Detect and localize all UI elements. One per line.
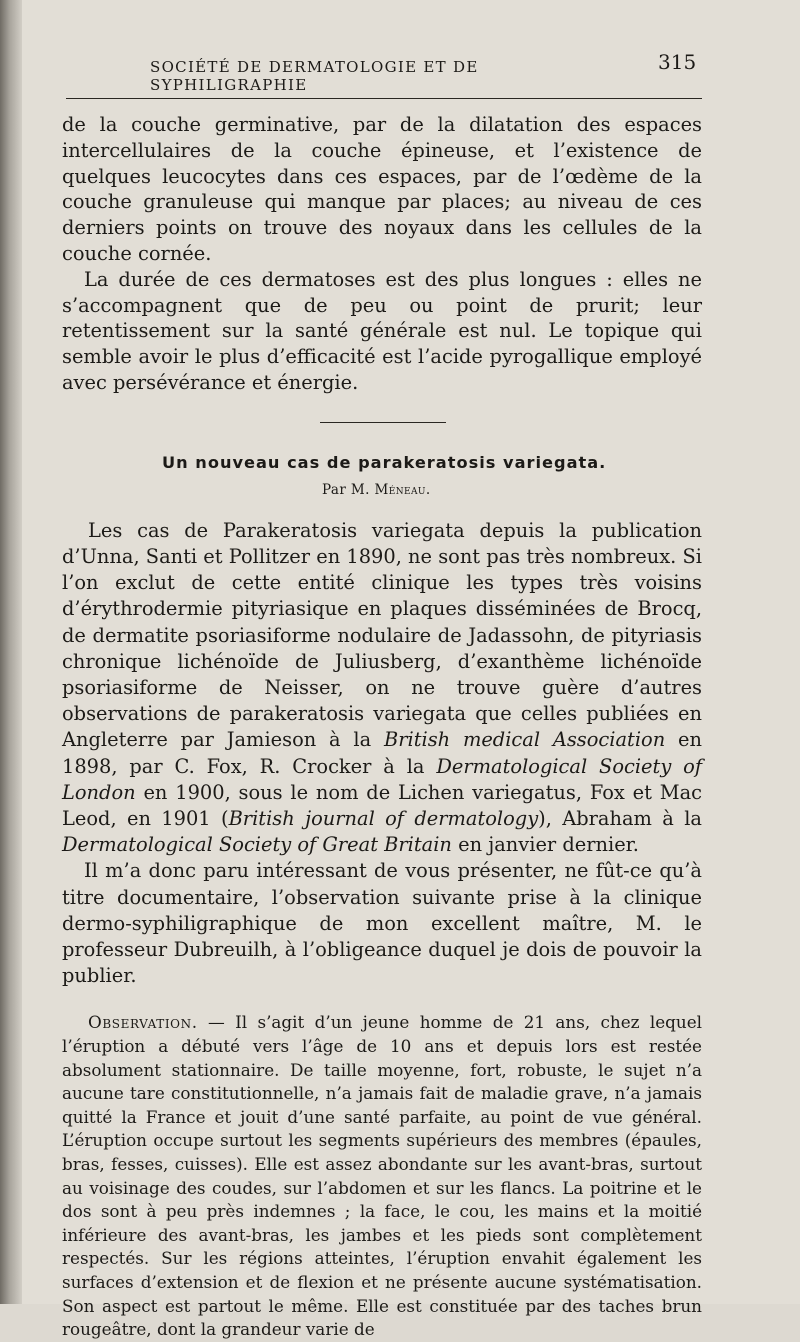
paragraph-continuation-2: La durée de ces dermatoses est des plus longues : elles ne s’accompagnent que de peu ou point de prurit; leur retentissement sur la santé générale est nul. Le topique qui semble avoir le plus d’efficacité est l’acide pyrogallique employé avec persévérance et énergie. bbox=[62, 267, 702, 394]
article-byline bbox=[322, 482, 702, 498]
p1-journal-3: British journal of dermatology bbox=[228, 807, 539, 830]
page-number: 315 bbox=[658, 50, 697, 74]
article-paragraph-1 bbox=[62, 518, 702, 859]
p1-journal-4: Dermatological Society of Great Britain bbox=[62, 833, 452, 857]
p1-text-1: Les cas de Parakeratosis variegata depuis la publication d’Unna, Santi et Pollitzer en 1890, ne sont pas très nombreux. Si l’on exclut de cette entité clinique les types très voisins d’érythrodermie pityriasique en plaques disséminées de Brocq, de dermatite psoriasiforme nodulaire de Jadassohn, de pityriasis chronique lichénoïde de Juliusberg, d’exanthème lichénoïde psoriasiforme de Neisser, on ne trouve guère d’autres observations de parakeratosis variegata que celles publiées en Angleterre par Jamieson à la bbox=[62, 518, 702, 752]
book-gutter-shadow bbox=[0, 0, 22, 1304]
running-head: SOCIÉTÉ DE DERMATOLOGIE ET DE SYPHILIGRAPHIE bbox=[150, 58, 479, 94]
observation-paragraph bbox=[62, 1011, 702, 1341]
p1-text-2: en 1898, par C. Fox, R. Crocker à la bbox=[62, 728, 702, 778]
observation-block bbox=[62, 1011, 702, 1341]
paragraph-continuation-1: de la couche germinative, par de la dilatation des espaces intercellulaires de la couche épineuse, et l’existence de quelques leucocytes dans ces espaces, par de l’œdème de la couche granuleuse qui manque par places; au niveau de ces derniers points on trouve des noyaux dans les cellules de la couche cornée. bbox=[62, 113, 702, 265]
observation-text: — Il s’agit d’un jeune homme de 21 ans, chez lequel l’éruption a débuté vers l’âge de 10 ans et depuis lors est restée absolument stationnaire. De taille moyenne, fort, robuste, le sujet n’a aucune tare constitutionnelle, n’a jamais fait de maladie grave, n’a jamais quitté la France et jouit d’une santé parfaite, au point de vue général. L’éruption occupe surtout les segments supérieurs des membres (épaules, bras, fesses, cuisses). Elle est assez abondante sur les avant-bras, surtout au voisinage des coudes, sur l’abdomen et sur les flancs. La poitrine et le dos sont à peu près indemnes ; la face, le cou, les mains et la moitié inférieure des avant-bras, les jambes et les pieds sont complètement respectés. Sur les régions atteintes, l’éruption envahit également les surfaces d’extension et de flexion et ne présente aucune systématisation. Son aspect est partout le même. Elle est constituée par des taches brun rougeâtre, dont la grandeur varie de bbox=[62, 1012, 702, 1340]
byline-prefix: Par M. bbox=[322, 481, 370, 498]
article-paragraph-2: Il m’a donc paru intéressant de vous présenter, ne fût-ce qu’à titre documentaire, l’observation suivante prise à la clinique dermo-syphiligraphique de mon excellent maître, M. le professeur Dubreuilh, à l’obligeance duquel je dois de pouvoir la publier. bbox=[62, 859, 702, 988]
p1-journal-1: British medical Association bbox=[383, 728, 666, 752]
p1-text-4: ), Abraham à la bbox=[538, 807, 702, 830]
section-separator-rule bbox=[320, 422, 446, 423]
article-body bbox=[62, 518, 702, 990]
byline-author: Méneau. bbox=[374, 481, 431, 498]
body-text bbox=[62, 112, 702, 1342]
p1-text-5: en janvier dernier. bbox=[458, 833, 639, 857]
observation-label: Observation. bbox=[88, 1012, 198, 1033]
p1-journal-2: Dermatological Society of London bbox=[62, 754, 702, 804]
article-title: Un nouveau cas de parakeratosis variegata. bbox=[162, 452, 607, 472]
header-rule bbox=[66, 98, 702, 99]
p1-text-3: en 1900, sous le nom de Lichen variegatus, Fox et Mac Leod, en 1901 ( bbox=[62, 780, 703, 830]
